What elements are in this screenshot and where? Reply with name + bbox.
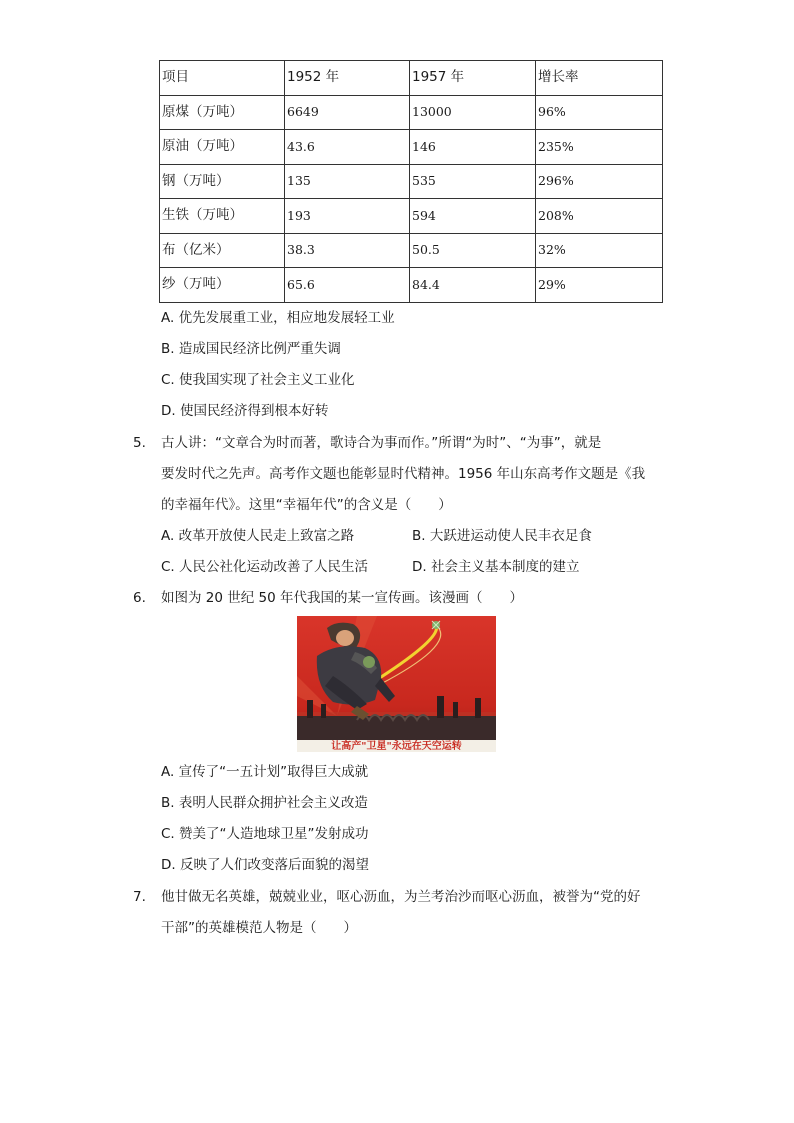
q5-option-b: B. 大跃进运动使人民丰衣足食	[412, 528, 592, 544]
q4-option-a: A. 优先发展重工业，相应地发展轻工业	[161, 310, 395, 326]
table-row	[160, 268, 663, 303]
table-row	[160, 233, 663, 268]
q6-option-d: D. 反映了人们改变落后面貌的渴望	[161, 857, 369, 873]
q5-stem-line-3: 的幸福年代》。这里“幸福年代”的含义是（ ）	[161, 497, 452, 513]
table-cell: 纱（万吨）	[160, 268, 285, 303]
poster-caption: 让高产"卫星"永远在天空运转	[331, 741, 462, 752]
table-cell: 原油（万吨）	[160, 130, 285, 165]
q6-stem: 如图为 20 世纪 50 年代我国的某一宣传画。该漫画（ ）	[161, 590, 524, 606]
table-row	[160, 130, 663, 165]
table-cell: 135	[285, 164, 410, 199]
table-header-row	[160, 61, 663, 96]
table-cell: 43.6	[285, 130, 410, 165]
q6-option-a: A. 宣传了“一五计划”取得巨大成就	[161, 764, 369, 780]
table-cell: 38.3	[285, 233, 410, 268]
table-cell: 84.4	[410, 268, 536, 303]
q5-stem-line-1: 古人讲：“文章合为时而著，歌诗合为事而作。”所谓“为时”、“为事”，就是	[161, 435, 602, 451]
table-cell: 生铁（万吨）	[160, 199, 285, 234]
table-cell: 29%	[536, 268, 663, 303]
q7-stem-line-2: 干部”的英雄模范人物是（ ）	[161, 920, 357, 936]
table-cell: 208%	[536, 199, 663, 234]
q6-option-b: B. 表明人民群众拥护社会主义改造	[161, 795, 368, 811]
q5-number: 5.	[133, 435, 146, 451]
table-row	[160, 164, 663, 199]
q6-option-c: C. 赞美了“人造地球卫星”发射成功	[161, 826, 369, 842]
q4-option-b: B. 造成国民经济比例严重失调	[161, 341, 341, 357]
table-cell: 535	[410, 164, 536, 199]
q5-option-a: A. 改革开放使人民走上致富之路	[161, 528, 355, 544]
propaganda-poster	[297, 616, 496, 752]
production-table	[159, 60, 663, 303]
table-cell: 钢（万吨）	[160, 164, 285, 199]
table-cell: 296%	[536, 164, 663, 199]
poster-illustration	[297, 616, 496, 752]
table-cell: 原煤（万吨）	[160, 95, 285, 130]
q5-option-d: D. 社会主义基本制度的建立	[412, 559, 580, 575]
table-cell: 146	[410, 130, 536, 165]
table-header-cell: 1957 年	[410, 61, 536, 96]
table-cell: 235%	[536, 130, 663, 165]
table-cell: 13000	[410, 95, 536, 130]
table-cell: 65.6	[285, 268, 410, 303]
table-row	[160, 95, 663, 130]
table-cell: 布（亿米）	[160, 233, 285, 268]
table-cell: 6649	[285, 95, 410, 130]
table-cell: 193	[285, 199, 410, 234]
q5-option-c: C. 人民公社化运动改善了人民生活	[161, 559, 369, 575]
table-cell: 96%	[536, 95, 663, 130]
q7-stem-line-1: 他甘做无名英雄，兢兢业业，呕心沥血，为兰考治沙而呕心沥血，被誉为“党的好	[161, 889, 641, 905]
table-cell: 32%	[536, 233, 663, 268]
q6-number: 6.	[133, 590, 146, 606]
table-cell: 594	[410, 199, 536, 234]
table-header-cell: 增长率	[536, 61, 663, 96]
q4-option-c: C. 使我国实现了社会主义工业化	[161, 372, 355, 388]
table-row	[160, 199, 663, 234]
table-cell: 50.5	[410, 233, 536, 268]
q4-option-d: D. 使国民经济得到根本好转	[161, 403, 329, 419]
q7-number: 7.	[133, 889, 146, 905]
q5-stem-line-2: 要发时代之先声。高考作文题也能彰显时代精神。1956 年山东高考作文题是《我	[161, 466, 646, 482]
table-header-cell: 项目	[160, 61, 285, 96]
table-header-cell: 1952 年	[285, 61, 410, 96]
